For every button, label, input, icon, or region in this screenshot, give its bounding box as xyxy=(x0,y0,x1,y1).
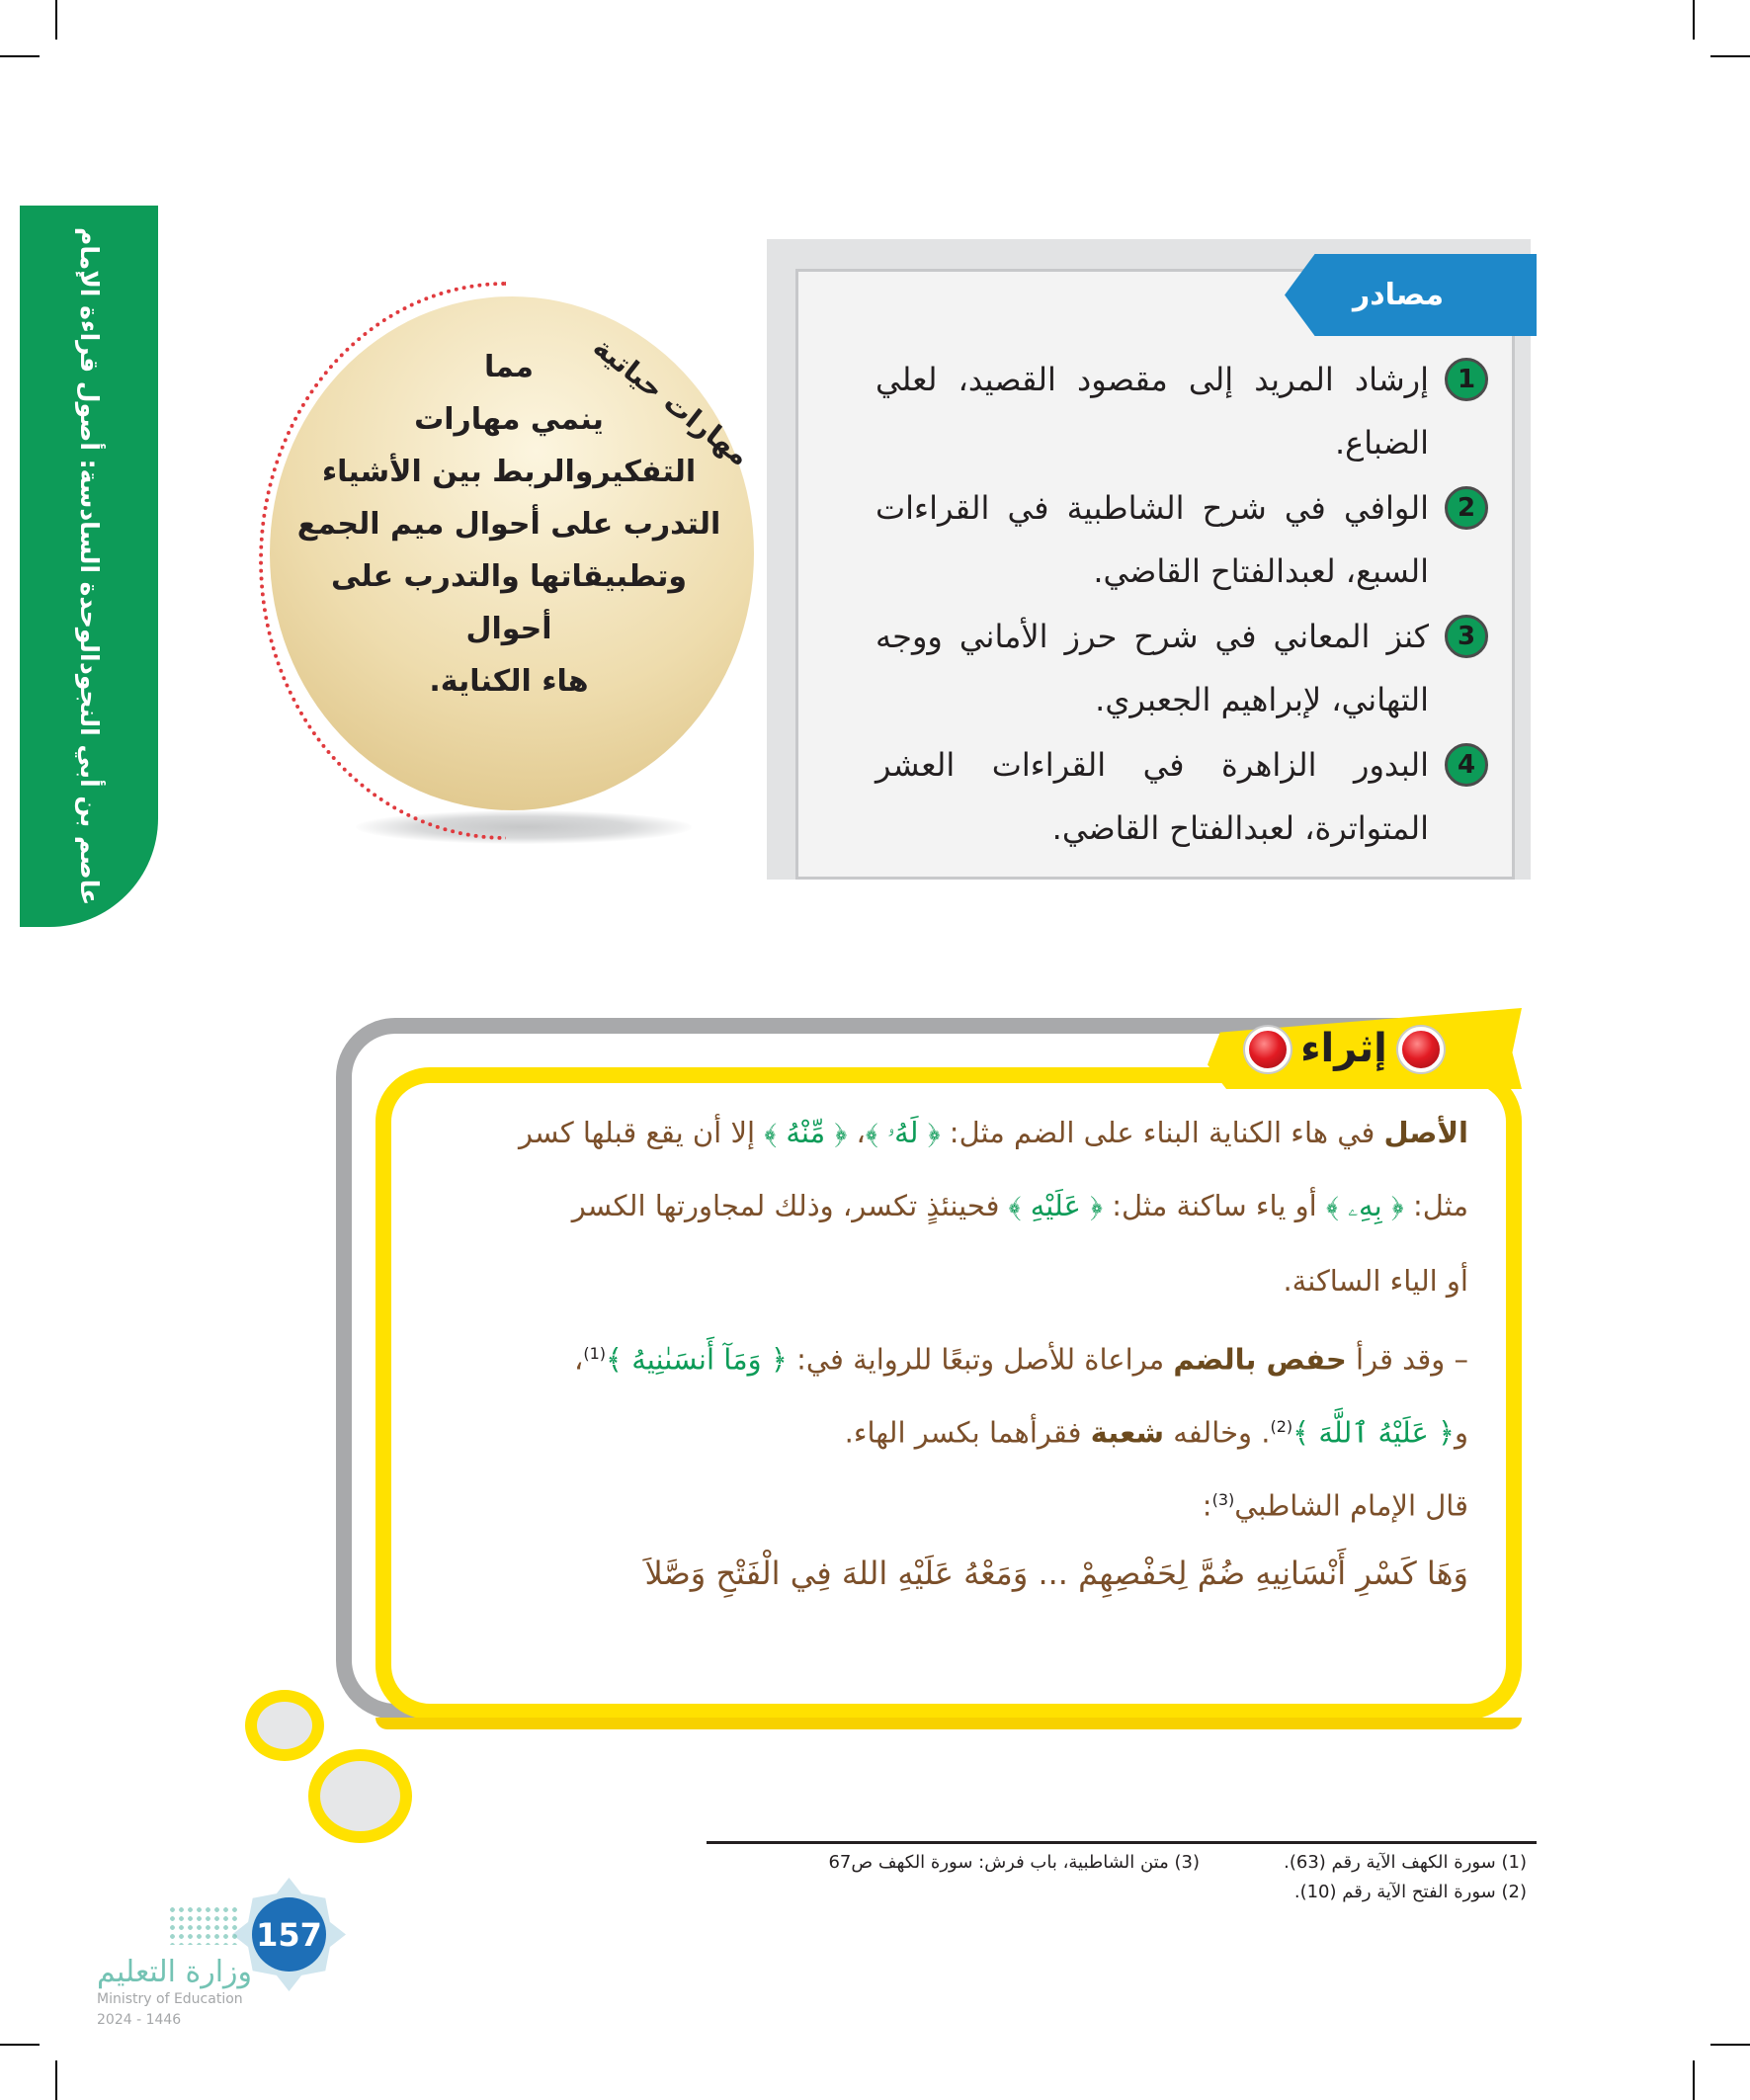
text-run: أو الياء الساكنة. xyxy=(1283,1264,1468,1298)
footnote: (3) متن الشاطبية، باب فرش: سورة الكهف ص67 xyxy=(828,1852,1200,1873)
poem-verse xyxy=(396,1554,1468,1593)
ministry-name-ar: وزارة التعليم xyxy=(97,1955,253,1989)
footnote: (2) سورة الفتح الآية رقم (10). xyxy=(1293,1882,1527,1902)
text-run: و xyxy=(1454,1415,1468,1450)
crop-mark xyxy=(0,55,40,57)
life-skills-text xyxy=(292,341,726,708)
text-run: . وخالفه xyxy=(1163,1415,1271,1450)
enrichment-panel xyxy=(375,1067,1522,1720)
red-dot-icon xyxy=(1245,1027,1291,1072)
red-dot-icon xyxy=(1398,1027,1444,1072)
source-item xyxy=(875,733,1476,860)
unit-side-title xyxy=(40,227,138,905)
life-skills-line: ينمي مهارات xyxy=(414,402,604,437)
text-run: قال الإمام الشاطبي xyxy=(1234,1488,1468,1523)
source-item xyxy=(875,605,1476,731)
bold-term: شعبة xyxy=(1090,1415,1164,1450)
crop-mark xyxy=(1693,0,1695,40)
enrichment-title: إثراء xyxy=(1300,1026,1387,1071)
footnote-rule xyxy=(707,1841,1537,1844)
footnote: (1) سورة الكهف الآية رقم (63). xyxy=(1284,1852,1527,1873)
footnote-ref: (2) xyxy=(1270,1417,1293,1436)
text-run: ، xyxy=(847,1116,866,1149)
footnote-ref: (1) xyxy=(583,1344,607,1363)
edition-year: 2024 - 1446 xyxy=(97,2012,182,2028)
source-item xyxy=(875,348,1476,474)
page-number: 157 xyxy=(252,1897,326,1972)
life-skills-line: مما xyxy=(484,350,534,384)
enrichment-line xyxy=(396,1407,1468,1453)
enrichment-line xyxy=(396,1186,1468,1225)
decorative-bubble xyxy=(245,1690,324,1761)
source-text: البدور الزاهرة في القراءات العشر المتواترة، لعبدالفتاح القاضي. xyxy=(875,746,1429,847)
source-text: كنز المعاني في شرح حرز الأماني ووجه التهاني، لإبراهيم الجعبري. xyxy=(875,618,1429,718)
poem-text: وَهَا كَسْرِ أَنْسَانِيهِ ضُمَّ لِحَفْصِهِمْ ... وَمَعْهُ عَلَيْهِ اللهَ فِي الْفَتْحِ وَصَّلاَ xyxy=(644,1554,1468,1592)
crop-mark xyxy=(55,2060,57,2100)
text-run: في هاء الكناية البناء على الضم مثل: xyxy=(940,1116,1384,1149)
enrichment-line xyxy=(396,1334,1468,1380)
crop-mark xyxy=(1710,55,1750,57)
life-skills-line: وتطبيقاتها والتدرب على أحوال xyxy=(331,559,687,646)
quran-quote: ﴿ مِّنْهُ ﴾ xyxy=(764,1116,848,1149)
unit-title-line1: الوحدة السادسة: أصول قراءة الإمام xyxy=(75,227,104,662)
life-skills-line: هاء الكناية. xyxy=(429,664,589,699)
source-text: الوافي في شرح الشاطبية في القراءات السبع، لعبدالفتاح القاضي. xyxy=(875,489,1429,590)
life-skills-line: التدرب على أحوال ميم الجمع xyxy=(296,507,721,542)
text-run: فحينئذٍ تكسر، وذلك لمجاورتها الكسر xyxy=(571,1189,1009,1222)
source-text: إرشاد المريد إلى مقصود القصيد، لعلي الضباع. xyxy=(875,361,1429,462)
source-item xyxy=(875,476,1476,603)
enrichment-line xyxy=(396,1261,1468,1301)
unit-title-line2: عاصم بن أبي النجود xyxy=(75,661,104,905)
bold-term: الأصل xyxy=(1383,1116,1468,1149)
life-skills-title: مهارات حياتية xyxy=(587,330,756,473)
text-run: : xyxy=(1202,1488,1212,1523)
quran-quote: ﴿ لَهُۥ ﴾ xyxy=(865,1116,941,1149)
number-badge-icon: 4 xyxy=(1445,743,1488,787)
decorative-bubble xyxy=(308,1749,412,1843)
text-run: مراعاة للأصل وتبعًا للرواية في: xyxy=(787,1342,1174,1377)
crop-mark xyxy=(1710,2044,1750,2046)
crop-mark xyxy=(0,2044,40,2046)
number-badge-icon: 2 xyxy=(1445,486,1488,530)
enrichment-line xyxy=(396,1113,1468,1152)
text-run: ، xyxy=(573,1342,584,1377)
enrichment-line xyxy=(396,1480,1468,1526)
footnote-ref: (3) xyxy=(1211,1490,1235,1509)
text-run: إلا أن يقع قبلها كسر xyxy=(518,1116,765,1149)
number-badge-icon: 3 xyxy=(1445,615,1488,658)
number-badge-icon: 1 xyxy=(1445,358,1488,401)
crop-mark xyxy=(1693,2060,1695,2100)
quran-quote: ﴿ بِهِۦ ﴾ xyxy=(1325,1189,1404,1222)
quran-quote: ﴿ عَلَيْهِ ﴾ xyxy=(1008,1189,1103,1222)
text-run: – وقد قرأ xyxy=(1346,1342,1468,1377)
quran-quote: ﴿ وَمَآ أَنسَىٰنِيهُ ﴾ xyxy=(606,1342,788,1377)
ministry-logo-icon xyxy=(168,1905,239,1945)
text-run: أو ياء ساكنة مثل: xyxy=(1103,1189,1326,1222)
text-run: فقرأهما بكسر الهاء. xyxy=(844,1415,1091,1450)
sources-title: مصادر xyxy=(1352,278,1445,312)
life-skills-line: التفكيروالربط بين الأشياء xyxy=(321,455,697,489)
ministry-name-en: Ministry of Education xyxy=(97,1991,243,2007)
crop-mark xyxy=(55,0,57,40)
quran-quote: ﴿ عَلَيْهُ ٱللَّهَ ﴾ xyxy=(1292,1415,1455,1450)
text-run: مثل: xyxy=(1403,1189,1468,1222)
bold-term: حفص بالضم xyxy=(1173,1342,1347,1377)
